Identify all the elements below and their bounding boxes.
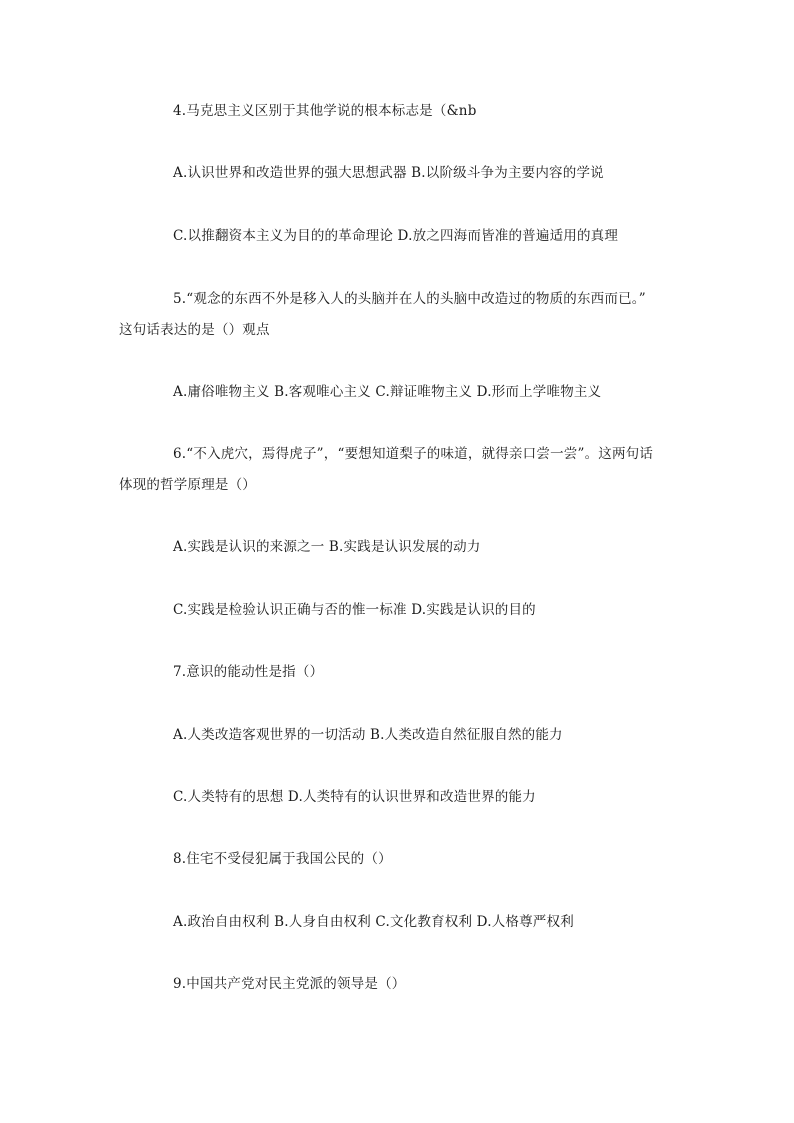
question-8-options: A.政治自由权利 B.人身自由权利 C.文化教育权利 D.人格尊严权利	[173, 914, 574, 930]
question-7-options-ab: A.人类改造客观世界的一切活动 B.人类改造自然征服自然的能力	[173, 727, 563, 743]
question-6-options-ab: A.实践是认识的来源之一 B.实践是认识发展的动力	[173, 539, 481, 555]
question-9-text: 9.中国共产党对民主党派的领导是（）	[173, 976, 406, 992]
question-5-text-line-2: 这句话表达的是（）观点	[119, 322, 270, 338]
question-4-options-ab: A.认识世界和改造世界的强大思想武器 B.以阶级斗争为主要内容的学说	[173, 165, 604, 181]
question-6-options-cd: C.实践是检验认识正确与否的惟一标准 D.实践是认识的目的	[173, 602, 536, 618]
question-4-text: 4.马克思主义区别于其他学说的根本标志是（&nb	[173, 103, 477, 119]
question-7-text: 7.意识的能动性是指（）	[173, 664, 324, 680]
question-6-text-line-1: 6.“不入虎穴，焉得虎子”，“要想知道梨子的味道，就得亲口尝一尝”。这两句话	[173, 446, 654, 462]
question-4-options-cd: C.以推翻资本主义为目的的革命理论 D.放之四海而皆准的普遍适用的真理	[173, 228, 619, 244]
question-5-text-line-1: 5.“观念的东西不外是移入人的头脑并在人的头脑中改造过的物质的东西而已。”	[173, 291, 646, 307]
question-7-options-cd: C.人类特有的思想 D.人类特有的认识世界和改造世界的能力	[173, 789, 536, 805]
question-8-text: 8.住宅不受侵犯属于我国公民的（）	[173, 851, 392, 867]
question-5-options: A.庸俗唯物主义 B.客观唯心主义 C.辩证唯物主义 D.形而上学唯物主义	[173, 384, 602, 400]
question-6-text-line-2: 体现的哲学原理是（）	[119, 477, 256, 493]
